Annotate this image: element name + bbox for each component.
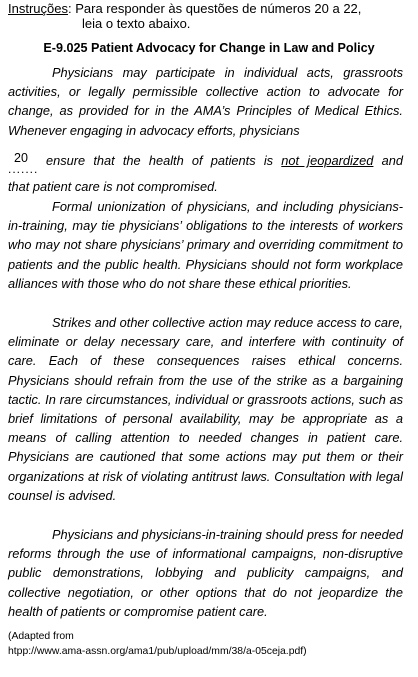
document-title: E-9.025 Patient Advocacy for Change in Law and Policy [43,41,375,55]
source-url: htpp://www.ama-assn.org/ama1/pub/upload/mm/38/a-05ceja.pdf) [8,646,307,657]
paragraph-1-text: Physicians may participate in individual acts, grassroots activities, or legally permissible collective action to advocate for change, as provided for in the AMA’s Principles of Medical Ethics. Whenever engaging in advocacy efforts, physicians [8,65,403,138]
source-citation [8,629,307,659]
question-number: 20 [14,151,28,165]
blank-line-text [46,151,403,170]
blank-line-text-start: ensure that the health of patients is [46,153,282,168]
paragraph-1 [8,63,403,140]
blank-line-text-end: and [373,153,403,168]
underlined-phrase: not jeopardized [281,153,374,168]
paragraph-1-continuation: that patient care is not compromised. [8,179,218,194]
source-line-1: (Adapted from [8,631,74,642]
paragraph-4 [8,525,403,621]
instructions-label: Instruções [8,1,68,16]
paragraph-3-text: Strikes and other collective action may reduce access to care, eliminate or delay necessary care, and interfere with continuity of care. Each of these consequences raises ethical concerns. Physicians should refrain from the use of the strike as a bargaining tactic. In rare circumstances, individual or grassroots actions, such as brief limitations of personal availability, may be appropriate as a means of calling attention to needed changes in patient care. Physicians are cautioned that some actions may put them or their organizations at risk of violating antitrust laws. Consultation with legal counsel is advised. [8,315,403,503]
paragraph-3 [8,313,403,505]
paragraph-4-text: Physicians and physicians-in-training should press for needed reforms through the use of informational campaigns, non-disruptive public demonstrations, lobbying and publicity campaigns, and collective negotiation, or other options that do not jeopardize the health of patients or compromise patient care. [8,527,403,619]
question-blank [8,151,44,176]
instructions-text-1: : Para responder às questões de números 20 a 22, [67,1,362,16]
instructions [8,1,410,31]
paragraph-2 [8,197,403,293]
instructions-line-2: leia o texto abaixo. [82,16,191,31]
blank-dots: ....... [8,162,39,176]
instructions-line-1 [8,1,410,16]
paragraph-2-text: Formal unionization of physicians, and including physicians-in-training, may tie physicians’ obligations to the interests of workers who may not share physicians’ primary and overriding commitment to patients and the public health. Physicians should not form workplace alliances with those who do not share these ethical priorities. [8,199,403,291]
blank-line [8,148,403,174]
